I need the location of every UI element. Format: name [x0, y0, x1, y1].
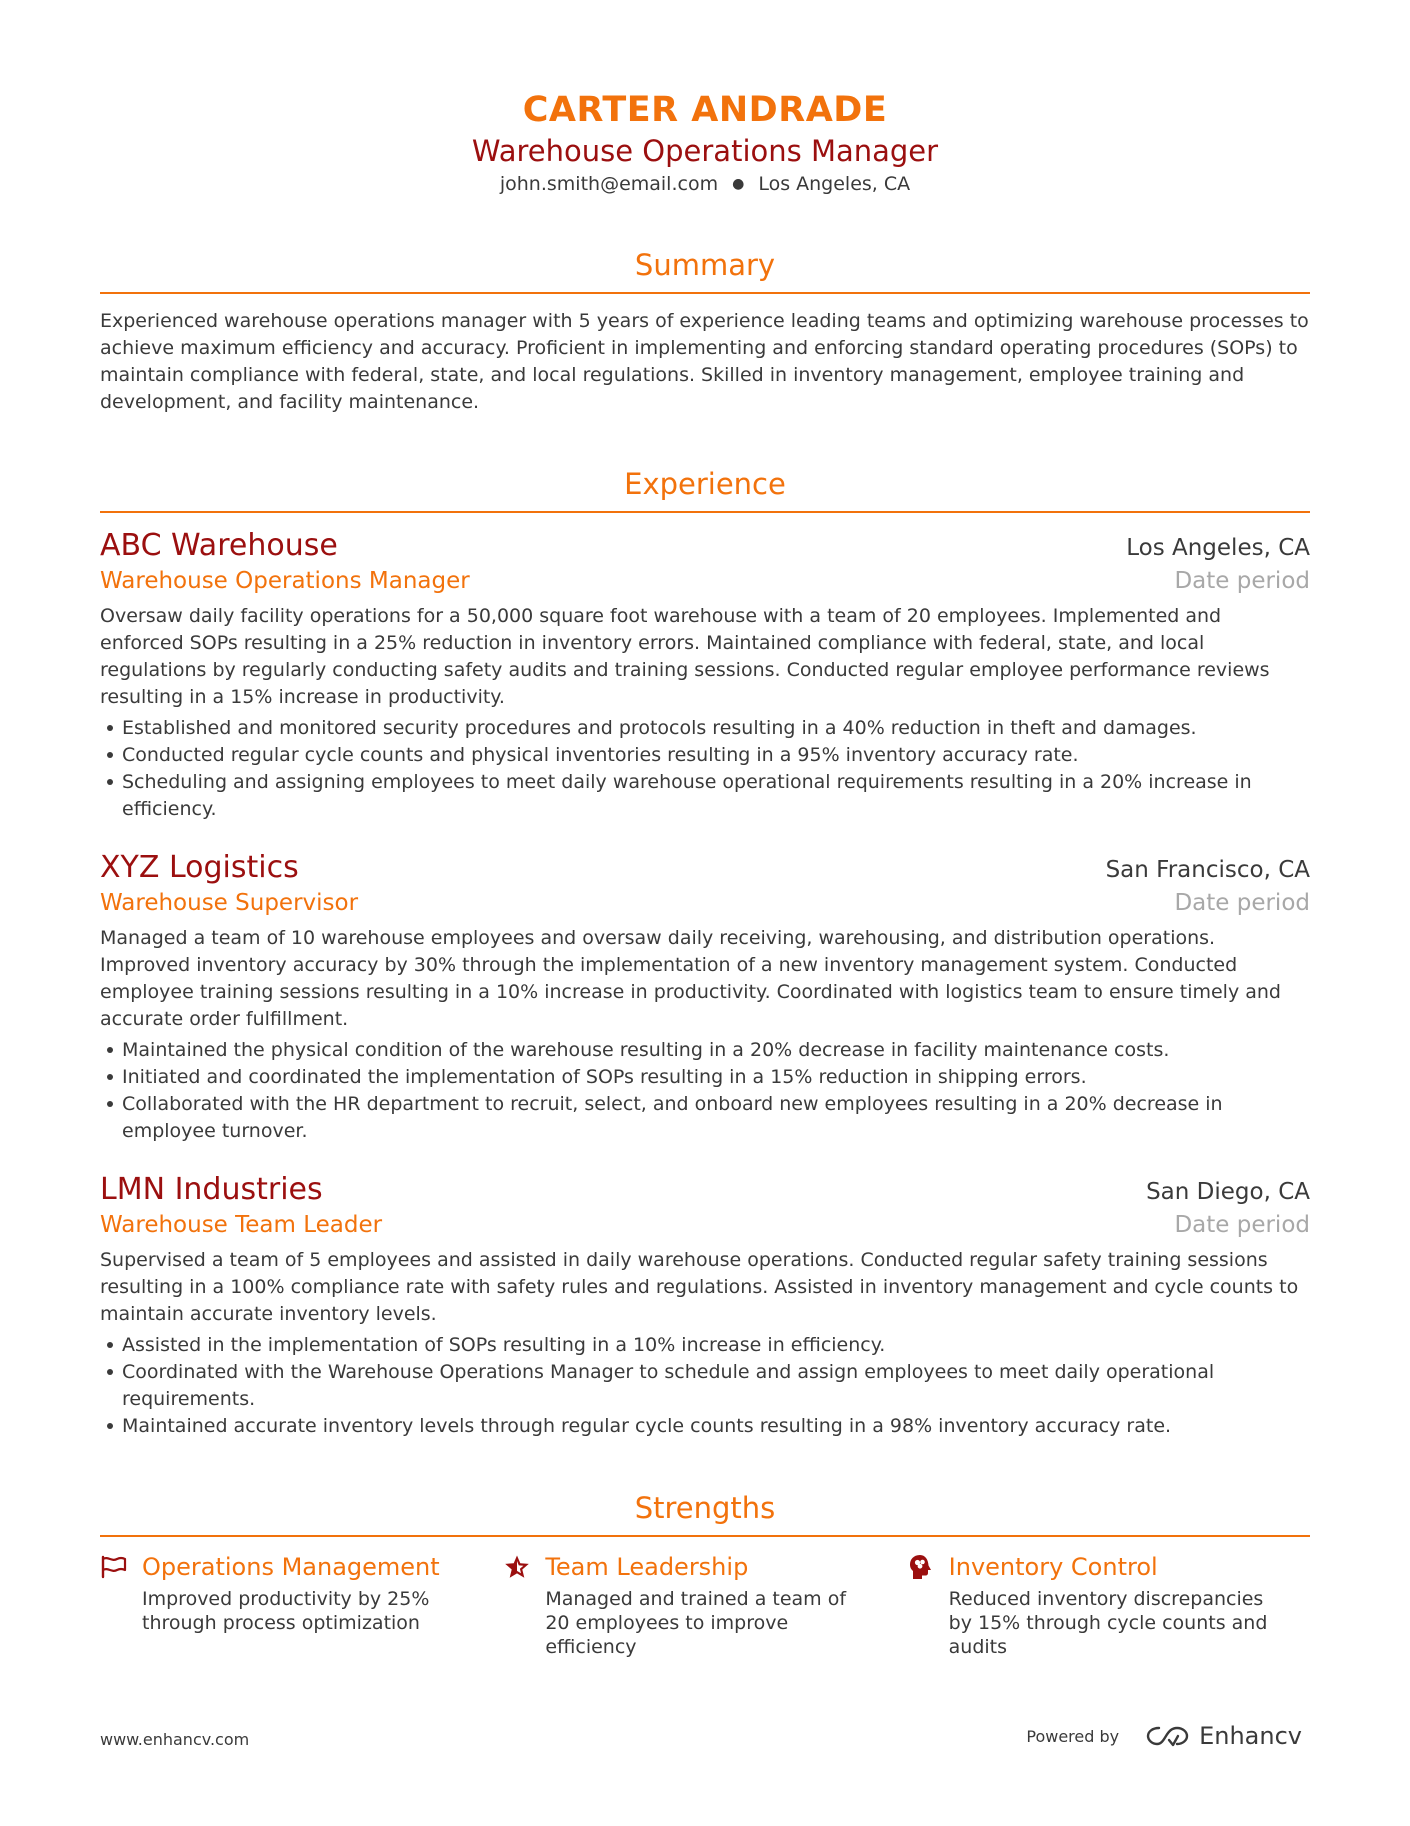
summary-heading: Summary — [634, 248, 776, 282]
job-description: Managed a team of 10 warehouse employees and oversaw daily receiving, warehousing, and distribution operations. Improved inventory accuracy by 30% through the implementation of a new inventory management system. Conducted employee training sessions resulting in a 10% increase in productivity. Coordinated with logistics team to ensure timely and accurate order fulfillment. — [100, 927, 1281, 1030]
summary-text: Experienced warehouse operations manager with 5 years of experience leading teams and optimizing warehouse processes to achieve maximum efficiency and accuracy. Proficient in implementing and enforcing standard operating procedures (SOPs) to maintain compliance with federal, state, and local regulations. Skilled in inventory management, employee training and development, and facility maintenance. — [100, 310, 1309, 413]
company-name: ABC Warehouse — [100, 528, 338, 563]
job-period: Date period — [1174, 890, 1310, 916]
bullet-separator: ● — [732, 176, 745, 192]
job-location: Los Angeles, CA — [1126, 535, 1310, 561]
job-period: Date period — [1174, 568, 1310, 594]
list-item: Initiated and coordinated the implementation of SOPs resulting in a 15% reduction in shipping errors. — [100, 1064, 1310, 1091]
job-bullets — [100, 715, 1310, 823]
strengths-heading: Strengths — [634, 1491, 776, 1525]
powered-by-label: Powered by — [1026, 1726, 1120, 1746]
list-item: Maintained the physical condition of the warehouse resulting in a 20% decrease in facility maintenance costs. — [100, 1037, 1310, 1064]
list-item: Conducted regular cycle counts and physical inventories resulting in a 95% inventory accuracy rate. — [100, 742, 1310, 769]
section-divider — [100, 292, 1310, 294]
list-item: Collaborated with the HR department to recruit, select, and onboard new employees resulting in a 20% decrease in employee turnover. — [100, 1091, 1310, 1145]
job-period: Date period — [1174, 1212, 1310, 1238]
section-divider — [100, 511, 1310, 513]
experience-heading: Experience — [624, 467, 786, 501]
company-name: XYZ Logistics — [100, 850, 299, 885]
contact-email[interactable]: john.smith@email.com — [499, 173, 719, 195]
footer-branding — [1026, 1722, 1302, 1750]
brain-head-icon — [907, 1551, 949, 1583]
candidate-title: Warehouse Operations Manager — [471, 134, 939, 168]
job-location: San Diego, CA — [1146, 1179, 1310, 1205]
strength-item — [100, 1551, 503, 1659]
strengths-list — [100, 1551, 1310, 1659]
candidate-name: CARTER ANDRADE — [522, 90, 888, 130]
contact-line — [100, 171, 1310, 197]
job-bullets — [100, 1332, 1310, 1440]
list-item: Established and monitored security procedures and protocols resulting in a 40% reduction in theft and damages. — [100, 715, 1310, 742]
job-role: Warehouse Operations Manager — [100, 568, 470, 594]
list-item: Coordinated with the Warehouse Operations Manager to schedule and assign employees to meet daily operational requirements. — [100, 1359, 1310, 1413]
footer-website[interactable]: www.enhancv.com — [100, 1730, 250, 1749]
brand-name: Enhancv — [1199, 1722, 1302, 1750]
job-entry — [100, 849, 1310, 1145]
list-item: Maintained accurate inventory levels through regular cycle counts resulting in a 98% inventory accuracy rate. — [100, 1413, 1310, 1440]
enhancv-logo[interactable] — [1145, 1722, 1302, 1750]
experience-section — [100, 466, 1310, 1440]
strength-title: Team Leadership — [545, 1553, 749, 1581]
summary-section — [100, 247, 1310, 416]
job-role: Warehouse Team Leader — [100, 1212, 383, 1238]
strengths-section — [100, 1490, 1310, 1659]
job-entry — [100, 1171, 1310, 1440]
flag-icon — [100, 1551, 142, 1583]
section-divider — [100, 1535, 1310, 1537]
strength-item — [503, 1551, 906, 1659]
job-description: Supervised a team of 5 employees and assisted in daily warehouse operations. Conducted regular safety training sessions resulting in a 100% compliance rate with safety rules and regulations. Assisted in inventory management and cycle counts to maintain accurate inventory levels. — [100, 1249, 1299, 1325]
strength-title: Operations Management — [142, 1553, 440, 1581]
strength-description: Reduced inventory discrepancies by 15% through cycle counts and audits — [948, 1588, 1268, 1658]
job-entry — [100, 527, 1310, 823]
strength-description: Improved productivity by 25% through process optimization — [142, 1588, 430, 1634]
job-description: Oversaw daily facility operations for a 50,000 square foot warehouse with a team of 20 employees. Implemented and enforced SOPs resulting in a 25% reduction in inventory errors. Maintained compliance with federal, state, and local regulations by regularly conducting safety audits and training sessions. Conducted regular employee performance reviews resulting in a 15% increase in productivity. — [100, 605, 1270, 708]
contact-location: Los Angeles, CA — [758, 173, 911, 195]
strength-item — [907, 1551, 1310, 1659]
list-item: Assisted in the implementation of SOPs resulting in a 10% increase in efficiency. — [100, 1332, 1310, 1359]
job-bullets — [100, 1037, 1310, 1145]
job-location: San Francisco, CA — [1105, 857, 1310, 883]
strength-title: Inventory Control — [948, 1553, 1158, 1581]
enhancv-logo-icon — [1145, 1724, 1191, 1748]
resume-page — [100, 0, 1310, 1659]
star-icon — [503, 1551, 545, 1583]
list-item: Scheduling and assigning employees to meet daily warehouse operational requirements resulting in a 20% increase in efficiency. — [100, 769, 1310, 823]
company-name: LMN Industries — [100, 1172, 323, 1207]
job-role: Warehouse Supervisor — [100, 890, 359, 916]
strength-description: Managed and trained a team of 20 employees to improve efficiency — [545, 1588, 847, 1658]
